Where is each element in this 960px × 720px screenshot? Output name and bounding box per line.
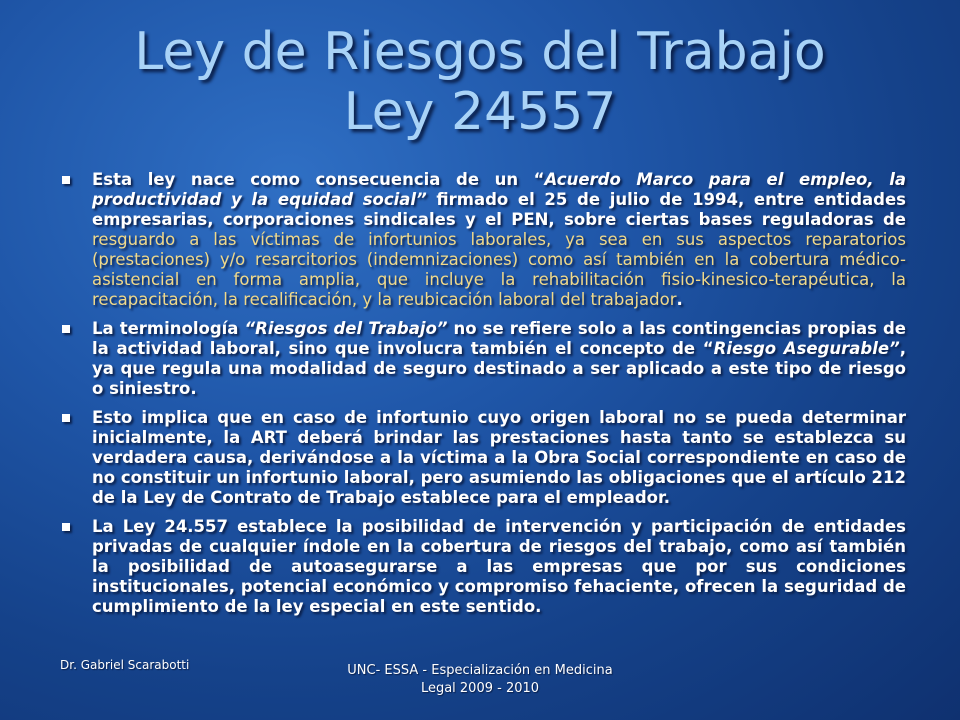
square-bullet-icon [62,176,70,184]
bullet-1-italic: Acuerdo Marco para el empleo, la productividad y la equidad social” [92,170,906,209]
bullet-list [58,170,906,626]
bullet-item-1 [58,170,906,310]
footer-course [300,662,660,698]
bullet-1-highlight: resguardo a las víctimas de infortunios laborales, ya sea en sus aspectos reparatorios (prestaciones) y/o resarcitorios (indemnizaciones) como así también en la cobertura médico-asistencial en forma amplia, que incluye la rehabilitación fisio-kinesico-terapéutica, la recapacitación, la recalificación, y la reubicación laboral del trabajador [92,230,906,309]
bullet-2-text-a: La terminología [92,319,245,338]
bullet-item-3 [58,408,906,508]
bullet-2-text-b: no se refiere solo a las contingencias propias de la actividad laboral, sino que involucra también el concepto de “ [92,319,906,358]
bullet-2-text-c: , ya que regula una modalidad de seguro destinado a ser aplicado a este tipo de riesgo o siniestro. [92,339,906,398]
bullet-item-2 [58,319,906,399]
title-line-2: Ley 24557 [343,82,617,142]
footer-course-line-1: UNC- ESSA - Especialización en Medicina [347,663,613,678]
square-bullet-icon [62,523,70,531]
square-bullet-icon [62,325,70,333]
bullet-item-4 [58,517,906,617]
slide-title [0,22,960,142]
bullet-4-text: La Ley 24.557 establece la posibilidad de intervención y participación de entidades privadas de cualquier índole en la cobertura de riesgos del trabajo, como así también la posibilidad de autoasegurarse a las empresas que por sus condiciones institucionales, potencial económico y compromiso fehaciente, ofrecen la seguridad de cumplimiento de la ley especial en este sentido. [92,517,906,616]
bullet-2-italic-a: “Riesgos del Trabajo” [244,319,448,338]
square-bullet-icon [62,414,70,422]
bullet-1-text-c: . [676,290,683,309]
footer-course-line-2: Legal 2009 - 2010 [420,681,540,696]
title-line-1: Ley de Riesgos del Trabajo [134,22,826,82]
footer-author: Dr. Gabriel Scarabotti [60,658,190,672]
bullet-1-text-a: Esta ley nace como consecuencia de un “ [92,170,545,189]
bullet-3-text: Esto implica que en caso de infortunio cuyo origen laboral no se pueda determinar inicialmente, la ART deberá brindar las prestaciones hasta tanto se establezca su verdadera causa, derivándose a la víctima a la Obra Social correspondiente en caso de no constituir un infortunio laboral, pero asumiendo las obligaciones que el artículo 212 de la Ley de Contrato de Trabajo establece para el empleador. [92,408,906,507]
bullet-1-text-b: firmado el 25 de julio de 1994, entre entidades empresarias, corporaciones sindicales y el PEN, sobre ciertas bases reguladoras de [92,190,906,229]
bullet-2-italic-b: Riesgo Asegurable” [713,339,900,358]
